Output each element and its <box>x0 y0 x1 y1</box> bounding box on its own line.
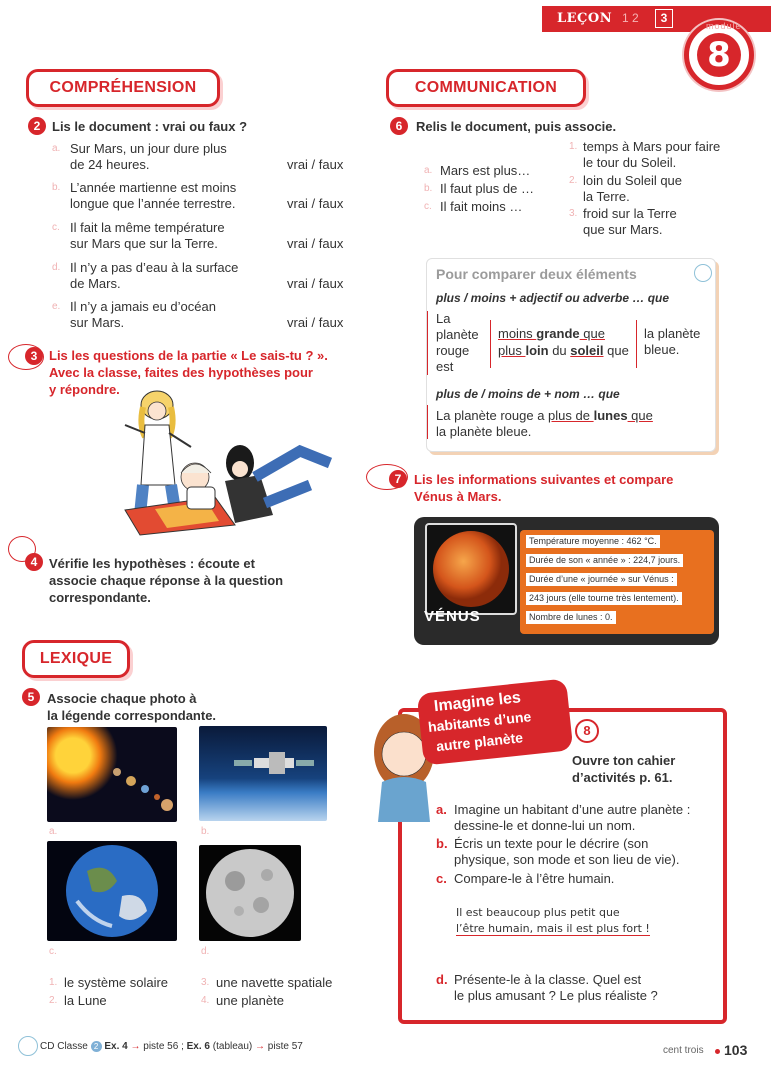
lexique-header <box>22 640 130 678</box>
bullet-dot <box>715 1049 720 1054</box>
item-letter: a. <box>52 143 61 154</box>
match-right-item[interactable]: le tour du Soleil. <box>583 155 677 170</box>
item-letter: d. <box>52 262 61 273</box>
item-text: dessine-le et donne-lui un nom. <box>454 818 636 833</box>
track-note: (tableau) <box>210 1041 256 1052</box>
page-number: 103 <box>724 1042 748 1058</box>
exercise-4-line3: correspondante. <box>49 590 151 605</box>
item-text: Sur Mars, un jour dure plus <box>70 141 227 156</box>
example-text: rouge <box>436 343 470 358</box>
example-word: que <box>579 326 605 341</box>
item-text: de 24 heures. <box>70 157 150 172</box>
item-text: L’année martienne est moins <box>70 180 237 195</box>
venus-fact: Température moyenne : 462 °C. <box>526 535 660 548</box>
module-number: 8 <box>697 33 741 77</box>
venus-fact: Durée de son « année » : 224,7 jours. <box>526 554 683 567</box>
example-word: soleil <box>570 343 604 358</box>
cd-number: 2 <box>91 1041 102 1052</box>
photo-earth[interactable] <box>47 841 177 941</box>
item-text: sur Mars que sur la Terre. <box>70 236 218 251</box>
exercise-6-number: 6 <box>390 117 408 135</box>
exercise-5-line2: la légende correspondante. <box>47 708 217 723</box>
item-text: sur Mars. <box>70 315 125 330</box>
true-false-choice[interactable]: vrai / faux <box>287 236 344 251</box>
arrow-icon: → <box>130 1041 141 1052</box>
planet-label: VÉNUS <box>424 608 481 625</box>
bubble-text: autre planète <box>435 729 524 755</box>
caption-number: 3. <box>201 977 210 988</box>
track-ref: piste 56 ; <box>140 1041 187 1052</box>
current-lesson-number: 3 <box>655 9 673 28</box>
lesson-numbers: 1 2 <box>622 11 639 25</box>
exercise-8-cahier-line1: Ouvre ton cahier <box>572 753 676 768</box>
venus-fact: 243 jours (elle tourne très lentement). <box>526 592 682 605</box>
communication-header <box>386 69 586 107</box>
arrow-icon: → <box>255 1041 266 1052</box>
exercise-7-line1: Lis les informations suivantes et compare <box>414 472 674 487</box>
bubble-text: habitants d’une <box>427 708 532 735</box>
match-right-item[interactable]: la Terre. <box>583 189 630 204</box>
exercise-4-number: 4 <box>25 553 43 571</box>
exercise-4-line2: associe chaque réponse à la question <box>49 573 284 588</box>
example-word: lunes <box>593 408 628 423</box>
item-letter: b. <box>436 836 448 851</box>
divider <box>427 311 428 375</box>
item-text: Écris un texte pour le décrire (son <box>454 836 649 851</box>
exercise-6-instruction: Relis le document, puis associe. <box>416 119 617 134</box>
match-left-item[interactable]: Il fait moins … <box>440 199 523 214</box>
item-text: physique, son mode et son lieu de vie). <box>454 852 680 867</box>
track-ref: piste 57 <box>265 1041 303 1052</box>
info-circle-icon <box>694 264 712 282</box>
item-letter: c. <box>436 871 447 886</box>
exercise-5-line1: Associe chaque photo à <box>47 691 197 706</box>
venus-fact: Durée d’une « journée » sur Vénus : <box>526 573 677 586</box>
exercise-3-line1: Lis les questions de la partie « Le sais-tu ? ». <box>49 348 328 363</box>
example-word: que <box>603 343 629 358</box>
photo-space-shuttle[interactable] <box>199 726 327 821</box>
divider <box>490 320 491 368</box>
item-number: 1. <box>569 141 578 152</box>
example-text: la planète <box>644 326 701 341</box>
caption-text: le système solaire <box>64 975 169 990</box>
photo-letter-a: a. <box>49 826 58 837</box>
list-item <box>52 299 352 339</box>
handwritten-example-1: Il est beaucoup plus petit que <box>456 906 620 919</box>
item-text: Présente-le à la classe. Quel est <box>454 972 642 987</box>
item-text: longue que l’année terrestre. <box>70 196 236 211</box>
communication-title: COMMUNICATION <box>414 79 558 96</box>
match-left-item[interactable]: Il faut plus de … <box>440 181 534 196</box>
example-line <box>498 343 629 359</box>
example-text: La <box>436 311 451 326</box>
grammar-rule-1: plus / moins + adjectif ou adverbe … que <box>436 291 670 305</box>
comprehension-header <box>26 69 220 107</box>
exercise-8-number: 8 <box>575 719 599 743</box>
example-line <box>436 408 653 424</box>
item-letter: c. <box>424 201 432 212</box>
exercise-7-line2: Vénus à Mars. <box>414 489 502 504</box>
exercise-8-cahier-line2: d’activités p. 61. <box>572 770 673 785</box>
exercise-ref: Ex. 4 <box>104 1041 128 1052</box>
item-letter: a. <box>436 802 447 817</box>
comprehension-title: COMPRÉHENSION <box>49 79 197 96</box>
bubble-text: Imagine les <box>433 689 522 716</box>
example-text: bleue. <box>644 342 680 357</box>
exercise-3-line2: Avec la classe, faites des hypothèses pour <box>49 365 313 380</box>
exercise-ref: Ex. 6 <box>186 1041 210 1052</box>
item-text: Imagine un habitant d’une autre planète : <box>454 802 691 817</box>
item-letter: b. <box>52 182 61 193</box>
exercise-3-line3: y répondre. <box>49 382 120 397</box>
example-text: la planète bleue. <box>436 424 532 439</box>
item-letter: c. <box>52 222 60 233</box>
item-text: le plus amusant ? Le plus réaliste ? <box>454 988 658 1003</box>
match-right-item[interactable]: loin du Soleil que <box>583 173 683 188</box>
example-line <box>498 326 605 342</box>
example-word: loin <box>525 343 549 358</box>
divider <box>636 320 637 368</box>
photo-letter-b: b. <box>201 826 210 837</box>
true-false-choice[interactable]: vrai / faux <box>287 315 344 330</box>
venus-facts-panel <box>520 530 714 634</box>
example-text: est <box>436 359 454 374</box>
exercise-2-instruction: Lis le document : vrai ou faux ? <box>52 119 248 134</box>
example-word: plus <box>498 343 526 358</box>
item-text: Il n’y a pas d’eau à la surface <box>70 260 239 275</box>
venus-fact: Nombre de lunes : 0. <box>526 611 616 624</box>
item-letter: e. <box>52 301 61 312</box>
photo-letter-d: d. <box>201 946 210 957</box>
list-item <box>52 141 352 181</box>
item-letter: a. <box>424 165 433 176</box>
item-number: 2. <box>569 175 578 186</box>
caption-number: 2. <box>49 995 58 1006</box>
match-right-item[interactable]: que sur Mars. <box>583 222 663 237</box>
list-item <box>52 220 352 260</box>
exercise-2-number: 2 <box>28 117 46 135</box>
match-right-item[interactable]: froid sur la Terre <box>583 206 677 221</box>
caption-text: la Lune <box>64 993 107 1008</box>
item-letter: b. <box>424 183 433 194</box>
kids-reading-illustration <box>95 385 335 545</box>
example-text: planète <box>436 327 479 342</box>
true-false-choice[interactable]: vrai / faux <box>287 276 344 291</box>
exercise-5-number: 5 <box>22 688 40 706</box>
cd-icon <box>18 1036 38 1056</box>
true-false-choice[interactable]: vrai / faux <box>287 157 344 172</box>
list-item <box>52 180 352 220</box>
example-word: moins <box>498 326 537 341</box>
item-text: de Mars. <box>70 276 121 291</box>
venus-image <box>425 523 517 615</box>
match-right-item[interactable]: temps à Mars pour faire <box>583 139 721 154</box>
photo-moon[interactable] <box>199 845 301 941</box>
item-number: 3. <box>569 208 578 219</box>
example-word: du <box>548 343 571 358</box>
caption-number: 4. <box>201 995 210 1006</box>
lexique-title: LEXIQUE <box>39 650 113 667</box>
item-text: Il n’y a jamais eu d’océan <box>70 299 216 314</box>
caption-number: 1. <box>49 977 58 988</box>
list-item <box>52 260 352 300</box>
example-word: plus de <box>548 408 594 423</box>
grammar-box-title: Pour comparer deux éléments <box>436 266 637 282</box>
cd-label: CD Classe <box>40 1041 88 1052</box>
audio-references <box>40 1041 303 1052</box>
module-label: module <box>706 21 742 31</box>
true-false-choice[interactable]: vrai / faux <box>287 196 344 211</box>
exercise-3-number: 3 <box>25 347 43 365</box>
grammar-rule-2: plus de / moins de + nom … que <box>436 387 620 401</box>
example-word: que <box>627 408 653 423</box>
exercise-7-number: 7 <box>389 470 407 488</box>
caption-text: une planète <box>216 993 284 1008</box>
divider <box>427 405 428 439</box>
lesson-label: LEÇON <box>557 11 613 26</box>
photo-solar-system[interactable] <box>47 727 177 822</box>
handwritten-example-2: l’être humain, mais il est plus fort ! <box>456 922 650 935</box>
item-text: Compare-le à l’être humain. <box>454 871 615 886</box>
caption-text: une navette spatiale <box>216 975 333 990</box>
example-word: grande <box>536 326 580 341</box>
photo-letter-c: c. <box>49 946 57 957</box>
match-left-item[interactable]: Mars est plus… <box>440 163 531 178</box>
item-text: Il fait la même température <box>70 220 225 235</box>
exercise-4-line1: Vérifie les hypothèses : écoute et <box>49 556 255 571</box>
example-word: La planète rouge a <box>436 408 549 423</box>
page-number-words: cent trois <box>663 1045 704 1056</box>
item-letter: d. <box>436 972 448 987</box>
